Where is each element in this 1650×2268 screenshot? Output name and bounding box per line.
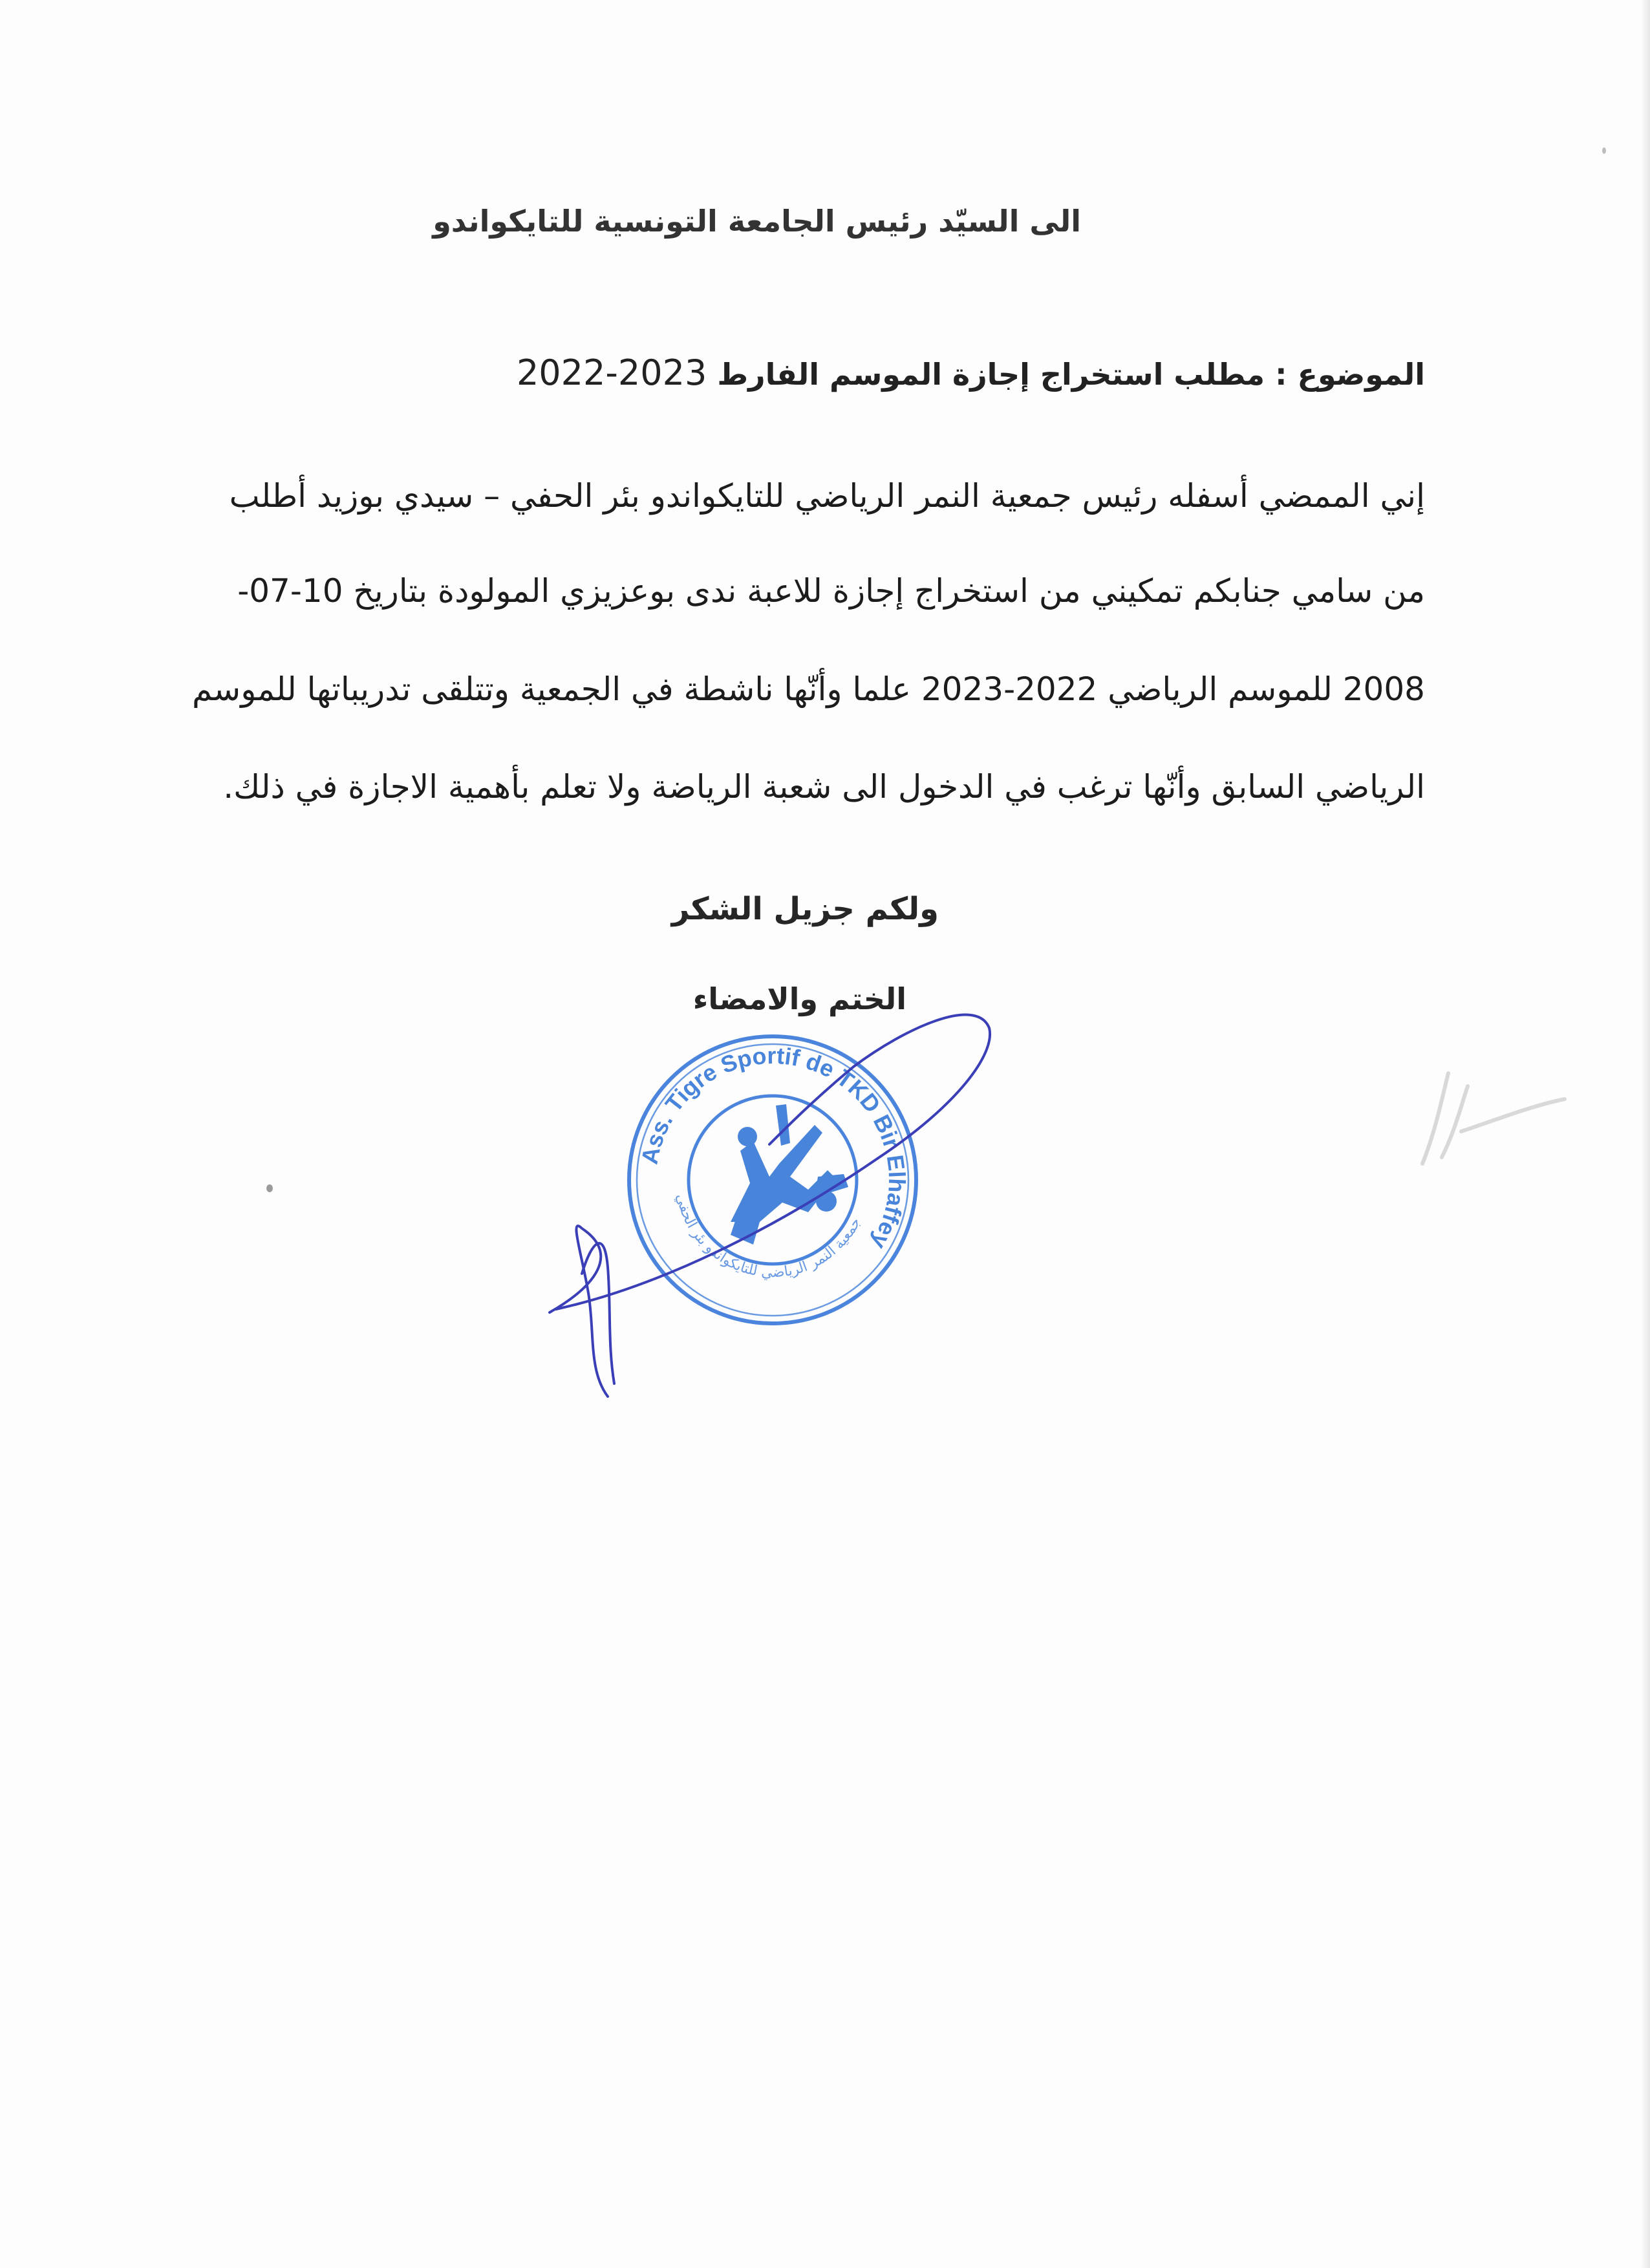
seal-and-signature-label: الختم والامضاء [692,981,906,1016]
subject-line [517,352,1425,393]
handwritten-signature [543,983,1009,1409]
body-line-4: الرياضي السابق وأنّها ترغب في الدخول الى شعبة الرياضة ولا تعلم بأهمية الاجازة في ذلك. [223,768,1425,806]
subject-season: 2023-2022 [516,352,707,393]
speck-left [266,1184,273,1192]
stamp-inner-arabic: جمعية النمر الرياضي للتايكواندو بئر الحفي [672,1192,864,1281]
closing-thanks: ولكم جزيل الشكر [671,891,939,927]
body-line-3: 2008 للموسم الرياضي 2022-2023 علما وأنّها ناشطة في الجمعية وتتلقى تدريباتها للموسم [192,670,1425,708]
stamp-outer-text: Ass. Tigre Sportif de TKD Bir Elhaffey [636,1042,911,1254]
subject-text: الموضوع : مطلب استخراج إجازة الموسم الفارط [717,357,1425,392]
speck-top-right [1602,147,1606,154]
body-line-1: إني الممضي أسفله رئيس جمعية النمر الرياضي للتايكواندو بئر الحفي – سيدي بوزيد أطلب [229,477,1425,515]
body-line-2: من سامي جنابكم تمكيني من استخراج إجازة للاعبة ندى بوعزيزي المولودة بتاريخ 10-07- [237,572,1425,610]
paper-smudge [1409,1034,1578,1190]
page-edge-shadow [1641,0,1650,2268]
recipient-heading: الى السيّد رئيس الجامعة التونسية للتايكواندو [433,204,1081,239]
